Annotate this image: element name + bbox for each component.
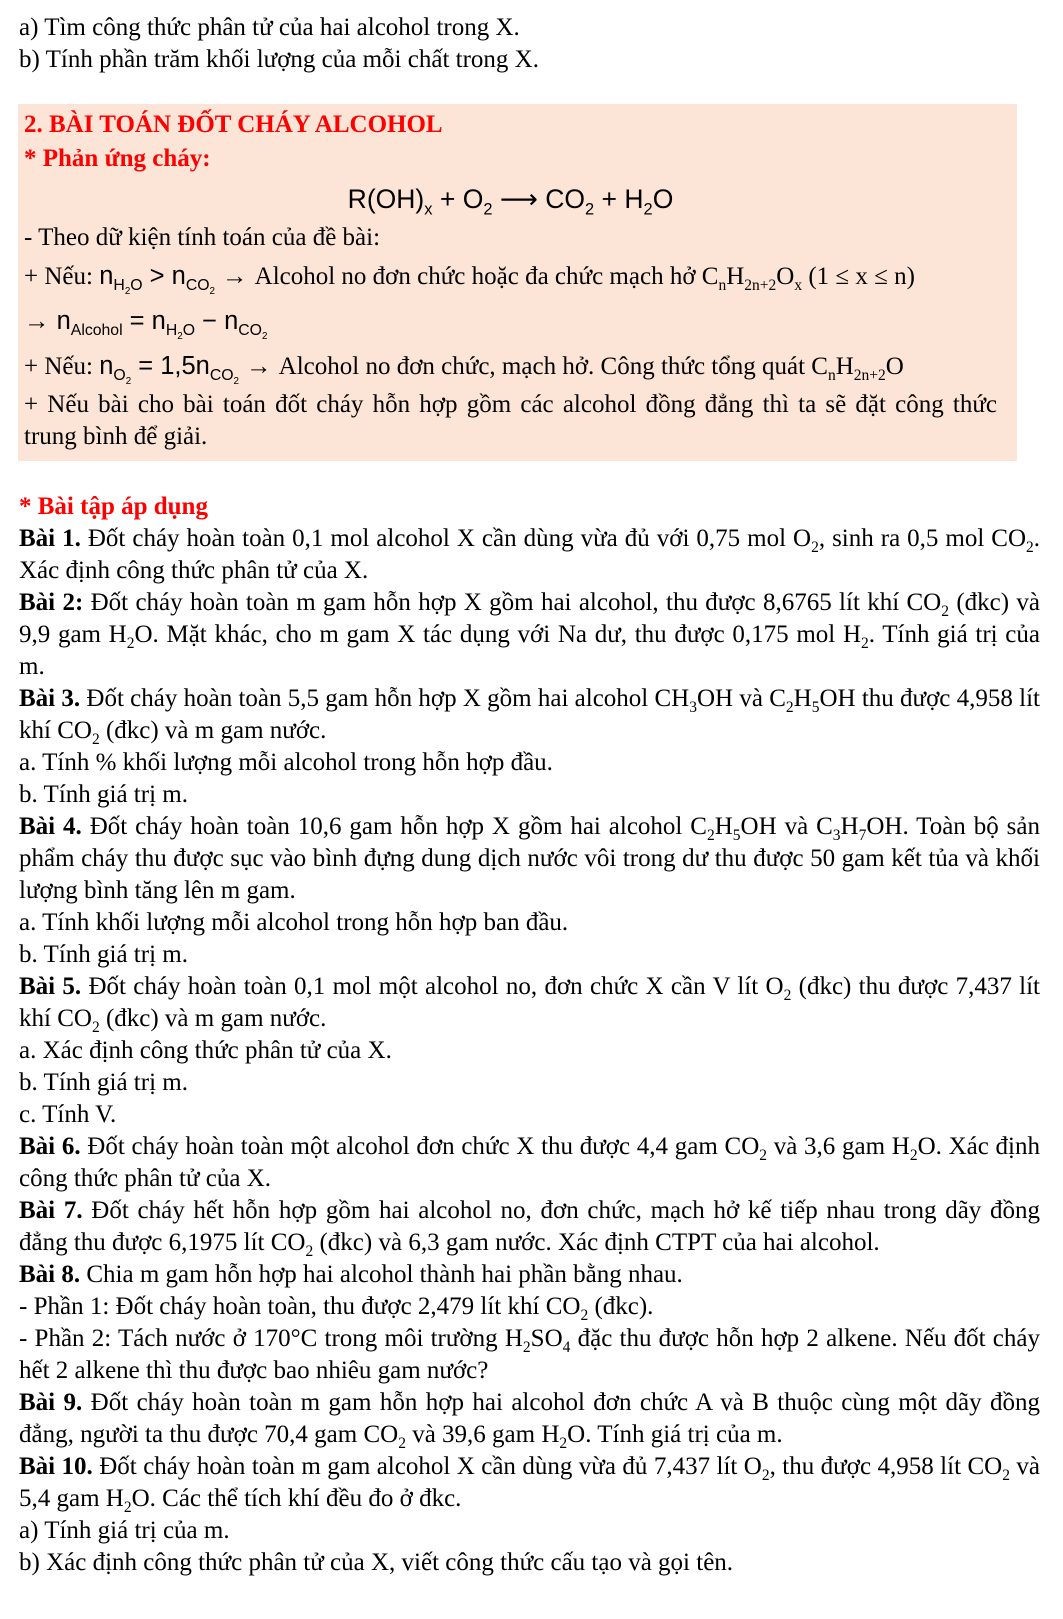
intro-line-a: a) Tìm công thức phân tử của hai alcohol trong X.	[19, 14, 520, 41]
problem-7: Bài 7. Đốt cháy hết hỗn hợp gồm hai alcohol no, đơn chức, mạch hở kế tiếp nhau trong dãy đồng đẳng thu được 6,1975 lít $CO_2$ (đkc) và 6,3 gam nước. Xác định CTPT của hai alcohol.	[19, 1197, 1040, 1260]
theory-subtitle: * Phản ứng cháy:	[24, 145, 211, 172]
theory-line-3: → $n_{Alcohol} = n_{H_2O} - n_{CO_2}$	[24, 307, 268, 343]
problem-6: Bài 6. Đốt cháy hoàn toàn một alcohol đơn chức X thu được 4,4 gam $CO_2$ và 3,6 gam $H_2O$. Xác định công thức phân tử của X.	[19, 1133, 1041, 1192]
problem-3a: a. Tính % khối lượng mỗi alcohol trong hỗn hợp đầu.	[19, 749, 553, 776]
theory-title: 2. BÀI TOÁN ĐỐT CHÁY ALCOHOL	[24, 111, 443, 138]
problem-3: Bài 3. Đốt cháy hoàn toàn 5,5 gam hỗn hợp X gồm hai alcohol $CH_3OH$ và $C_2H_5OH$ thu được 4,958 lít khí $CO_2$ (đkc) và m gam nước.	[19, 685, 1041, 748]
problem-8-part2: - Phần 2: Tách nước ở 170°C trong môi trường $H_2SO_4$ đặc thu được hỗn hợp 2 alkene. Nếu đốt cháy hết 2 alkene thì thu được bao nhiêu gam nước?	[19, 1325, 1040, 1384]
problem-1: Bài 1. Đốt cháy hoàn toàn 0,1 mol alcohol X cần dùng vừa đủ với 0,75 mol $O_2$, sinh ra 0,5 mol $CO_2$. Xác định công thức phân tử của X.	[19, 525, 1041, 584]
problem-5a: a. Xác định công thức phân tử của X.	[19, 1037, 392, 1064]
problem-5b: b. Tính giá trị m.	[19, 1069, 188, 1096]
theory-box	[18, 104, 1017, 461]
problem-8-part1: - Phần 1: Đốt cháy hoàn toàn, thu được 2,479 lít khí $CO_2$ (đkc).	[19, 1293, 654, 1324]
combustion-equation: $R(OH)_x + O_2$ ⟶ $CO_2 + H_2O$	[347, 184, 674, 219]
problem-4a: a. Tính khối lượng mỗi alcohol trong hỗn hợp ban đầu.	[19, 909, 569, 936]
problem-10: Bài 10. Đốt cháy hoàn toàn m gam alcohol X cần dùng vừa đủ 7,437 lít $O_2$, thu được 4,958 lít $CO_2$ và 5,4 gam $H_2O$. Các thể tích khí đều đo ở đkc.	[19, 1453, 1040, 1516]
problem-3b: b. Tính giá trị m.	[19, 781, 188, 808]
theory-line-4: + Nếu: $n_{O_2} = 1,5n_{CO_2}$ → Alcohol no đơn chức, mạch hở. Công thức tổng quát $C_nH_{2n+2}O$	[24, 352, 904, 388]
problem-9: Bài 9. Đốt cháy hoàn toàn m gam hỗn hợp hai alcohol đơn chức A và B thuộc cùng một dãy đồng đẳng, người ta thu được 70,4 gam $CO_2$ và 39,6 gam $H_2O$. Tính giá trị của m.	[19, 1389, 1041, 1452]
theory-line-5: + Nếu bài cho bài toán đốt cháy hỗn hợp gồm các alcohol đồng đẳng thì ta sẽ đặt công thức trung bình để giải.	[24, 391, 997, 450]
intro-line-b: b) Tính phần trăm khối lượng của mỗi chất trong X.	[19, 46, 539, 73]
problems-list	[19, 523, 1040, 1579]
theory-line-1: - Theo dữ kiện tính toán của đề bài:	[24, 224, 381, 251]
problem-2: Bài 2: Đốt cháy hoàn toàn m gam hỗn hợp X gồm hai alcohol, thu được 8,6765 lít khí $CO_2$ (đkc) và 9,9 gam $H_2O$. Mặt khác, cho m gam X tác dụng với Na dư, thu được 0,175 mol $H_2$. Tính giá trị của m.	[19, 589, 1040, 680]
problem-5: Bài 5. Đốt cháy hoàn toàn 0,1 mol một alcohol no, đơn chức X cần V lít $O_2$ (đkc) thu được 7,437 lít khí $CO_2$ (đkc) và m gam nước.	[19, 973, 1040, 1036]
problem-8: Bài 8. Chia m gam hỗn hợp hai alcohol thành hai phần bằng nhau.	[19, 1261, 683, 1288]
problem-5c: c. Tính V.	[19, 1101, 117, 1128]
problem-10b: b) Xác định công thức phân tử của X, viết công thức cấu tạo và gọi tên.	[19, 1549, 734, 1576]
problem-10a: a) Tính giá trị của m.	[19, 1517, 230, 1544]
exercises-heading: * Bài tập áp dụng	[19, 493, 208, 520]
problem-4: Bài 4. Đốt cháy hoàn toàn 10,6 gam hỗn hợp X gồm hai alcohol $C_2H_5OH$ và $C_3H_7OH$. Toàn bộ sản phẩm cháy thu được sục vào bình đựng dung dịch nước vôi trong dư thu được 50 gam kết tủa và khối lượng bình tăng lên m gam.	[19, 813, 1040, 904]
problem-4b: b. Tính giá trị m.	[19, 941, 188, 968]
theory-line-2: + Nếu: $n_{H_2O} > n_{CO_2}$ → Alcohol no đơn chức hoặc đa chức mạch hở $C_nH_{2n+2}O_x$ (1 ≤ x ≤ n)	[24, 262, 915, 298]
